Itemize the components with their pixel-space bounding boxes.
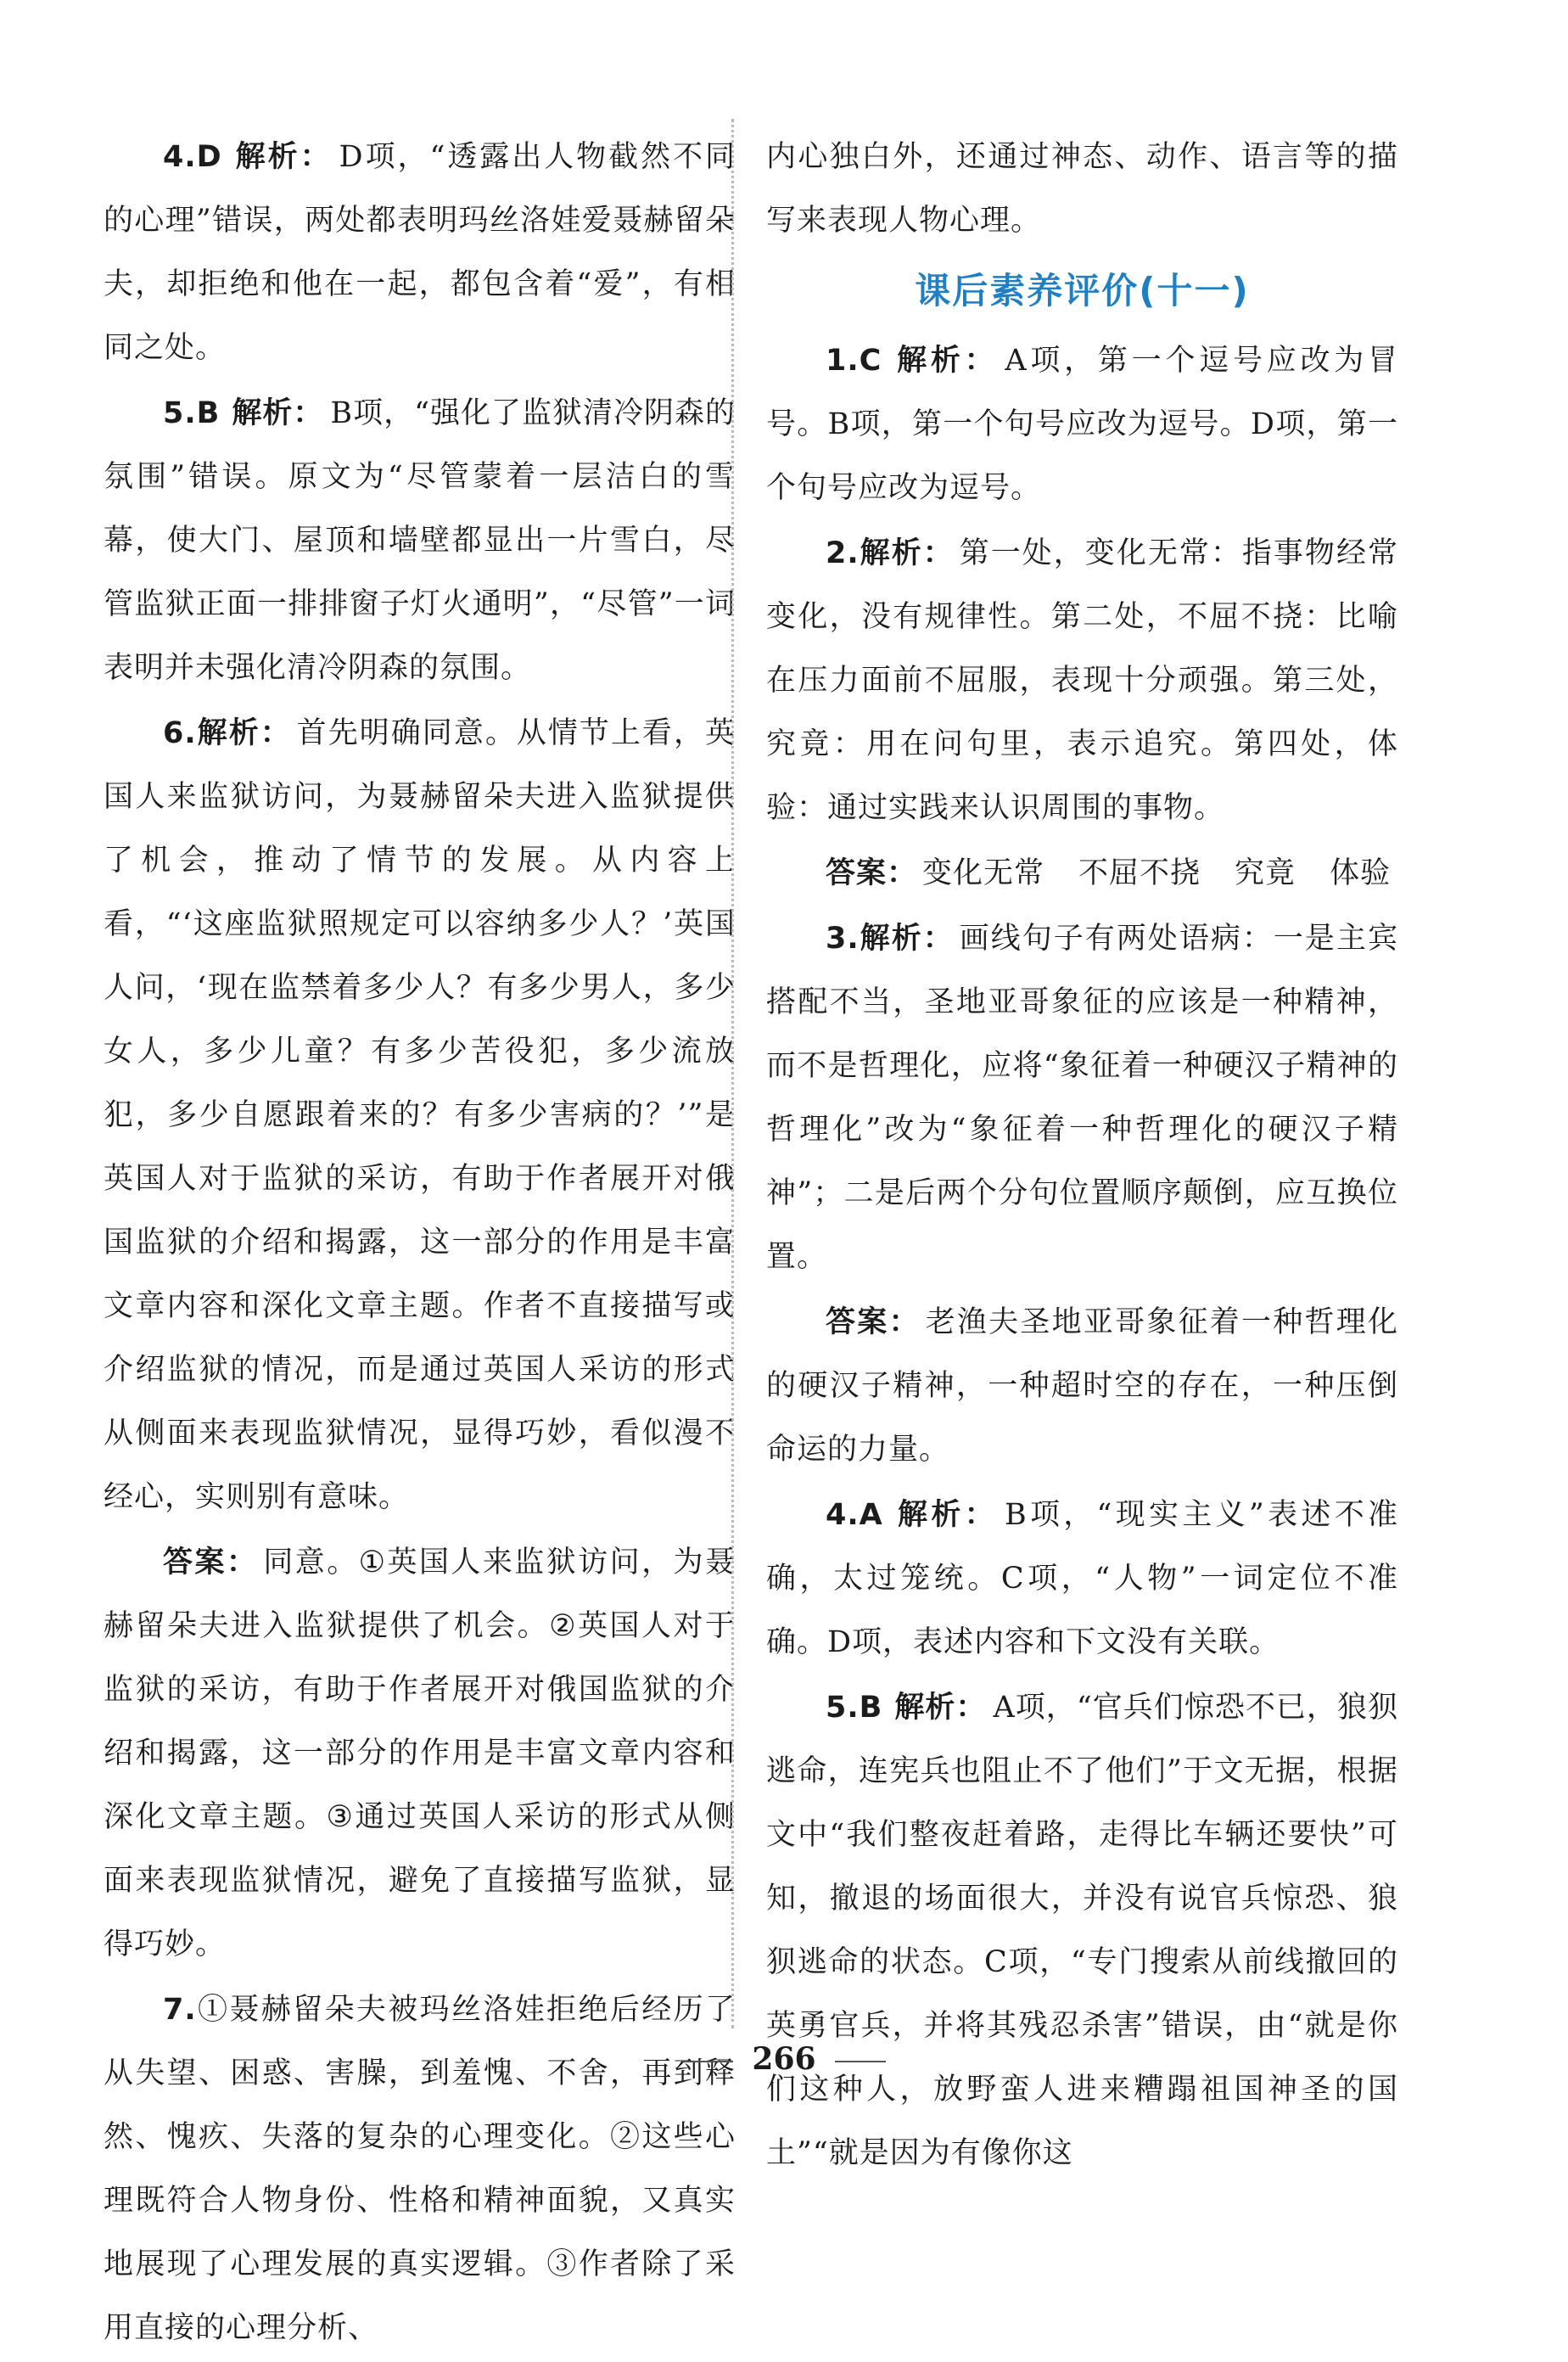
footer-dash-left — [682, 2061, 733, 2062]
q-number: 4.D — [163, 140, 222, 174]
left-q5 — [104, 382, 736, 700]
analysis-text: 画线句子有两处语病：一是主宾搭配不当，圣地亚哥象征的应该是一种精神，而不是哲理化，应将“象征着一种硬汉子精神的哲理化”改为“象征着一种哲理化的硬汉子精神”；二是后两个分句位置顺序颠倒，应互换位置。 — [766, 922, 1398, 1274]
analysis-text: A项，“官兵们惊恐不已，狼狈逃命，连宪兵也阻止不了他们”于文无据，根据文中“我们整夜赶着路，走得比车辆还要快”可知，撤退的场面很大，并没有说官兵惊恐、狼狈逃命的状态。C项，“专门搜索从前线撤回的英勇官兵，并将其残忍杀害”错误，由“就是你们这种人，放野蛮人进来糟蹋祖国神圣的国土”“就是因为有像你这 — [766, 1691, 1398, 2170]
left-q4 — [104, 126, 736, 380]
analysis-text: ①聂赫留朵夫被玛丝洛娃拒绝后经历了从失望、困惑、害臊，到羞愧、不舍，再到释然、愧疚、失落的复杂的心理变化。②这些心理既符合人物身份、性格和精神面貌，又真实地展现了心理发展的真实逻辑。③作者除了采用直接的心理分析、 — [104, 1993, 736, 2345]
analysis-text: 第一处，变化无常：指事物经常变化，没有规律性。第二处，不屈不挠：比喻在压力面前不屈服，表现十分顽强。第三处，究竟：用在问句里，表示追究。第四处，体验：通过实践来认识周围的事物。 — [766, 536, 1398, 825]
answer-text: 同意。①英国人来监狱访问，为聂赫留朵夫进入监狱提供了机会。②英国人对于监狱的采访，有助于作者展开对俄国监狱的介绍和揭露，这一部分的作用是丰富文章内容和深化文章主题。③通过英国人采访的形式从侧面来表现监狱情况，避免了直接描写监狱，显得巧妙。 — [104, 1546, 736, 1961]
analysis-label: 解析： — [893, 344, 999, 378]
right-q4 — [766, 1484, 1398, 1675]
footer-dash-right — [835, 2061, 886, 2062]
left-q6 — [104, 702, 736, 1529]
answer-word: 体验 — [1330, 856, 1392, 890]
q-number: 1.C — [826, 344, 882, 378]
q-number: 6. — [163, 716, 197, 750]
right-column — [766, 126, 1398, 2187]
q-number: 3. — [826, 922, 860, 956]
section-title: 课后素养评价(十一) — [915, 270, 1250, 311]
analysis-label: 解析： — [859, 922, 955, 956]
answer-word: 究竟 — [1235, 856, 1296, 890]
page-number: 266 — [752, 2041, 816, 2077]
analysis-label: 解析： — [196, 716, 292, 750]
answer-label: 答案： — [163, 1546, 259, 1579]
answer-text: 老渔夫圣地亚哥象征着一种哲理化的硬汉子精神，一种超时空的存在，一种压倒命运的力量。 — [766, 1305, 1398, 1467]
left-q7 — [104, 1978, 736, 2360]
analysis-label: 解析： — [859, 536, 955, 570]
left-q6-answer — [104, 1531, 736, 1977]
answer-word: 不屈不挠 — [1078, 856, 1201, 890]
answer-label: 答案： — [826, 856, 918, 890]
analysis-text: B项，“现实主义”表述不准确，太过笼统。C项，“人物”一词定位不准确。D项，表述内容和下文没有关联。 — [766, 1498, 1398, 1659]
q-number: 2. — [826, 536, 860, 570]
analysis-label: 解析： — [232, 396, 324, 430]
analysis-text: D项，“透露出人物截然不同的心理”错误，两处都表明玛丝洛娃爱聂赫留朵夫，却拒绝和他在一起，都包含着“爱”，有相同之处。 — [104, 140, 736, 365]
right-q2-answer — [766, 842, 1398, 906]
answer-word: 变化无常 — [922, 856, 1045, 890]
analysis-label: 解析： — [894, 1498, 998, 1532]
analysis-text: 首先明确同意。从情节上看，英国人来监狱访问，为聂赫留朵夫进入监狱提供了机会，推动了情节的发展。从内容上看，“‘这座监狱照规定可以容纳多少人？’英国人问，‘现在监禁着多少人？有多少男人，多少女人，多少儿童？有多少苦役犯，多少流放犯，多少自愿跟着来的？有多少害病的？’”是英国人对于监狱的采访，有助于作者展开对俄国监狱的介绍和揭露，这一部分的作用是丰富文章内容和深化文章主题。作者不直接描写或介绍监狱的情况，而是通过英国人采访的形式从侧面来表现监狱情况，显得巧妙，看似漫不经心，实则别有意味。 — [104, 716, 736, 1514]
right-q5 — [766, 1676, 1398, 2185]
analysis-text: A项，第一个逗号应改为冒号。B项，第一个句号应改为逗号。D项，第一个句号应改为逗号。 — [766, 344, 1398, 505]
answer-label: 答案： — [826, 1305, 921, 1339]
q-number: 5.B — [163, 396, 221, 430]
analysis-text: B项，“强化了监狱清冷阴森的氛围”错误。原文为“尽管蒙着一层洁白的雪幕，使大门、屋顶和墙壁都显出一片雪白，尽管监狱正面一排排窗子灯火通明”，“尽管”一词表明并未强化清冷阴森的氛围。 — [104, 396, 736, 685]
right-q2 — [766, 522, 1398, 840]
right-q3 — [766, 907, 1398, 1289]
q-number: 4.A — [826, 1498, 883, 1532]
column-divider — [731, 119, 734, 2028]
right-continuation: 内心独白外，还通过神态、动作、语言等的描写来表现人物心理。 — [766, 140, 1398, 238]
analysis-label: 解析： — [894, 1691, 987, 1725]
right-q3-answer — [766, 1291, 1398, 1482]
q-number: 5.B — [826, 1691, 883, 1725]
page-footer — [0, 2041, 1568, 2077]
analysis-label: 解析： — [233, 140, 333, 174]
q-number: 7. — [163, 1993, 197, 2027]
left-column — [104, 126, 736, 2362]
right-q1 — [766, 329, 1398, 520]
